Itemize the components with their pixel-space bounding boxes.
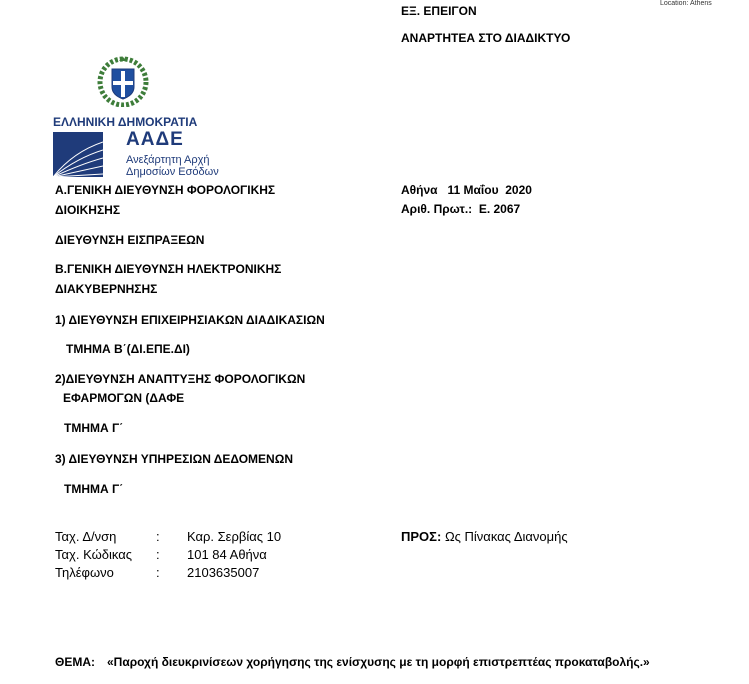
location-stamp: Location: Athens: [660, 0, 712, 7]
publish-online-label: ΑΝΑΡΤΗΤΕΑ ΣΤΟ ΔΙΑΔΙΚΤΥΟ: [401, 31, 571, 45]
aade-subtitle-1: Ανεξάρτητη Αρχή: [126, 154, 210, 166]
general-directorate-a-line2: ΔΙΟΙΚΗΣΗΣ: [55, 203, 121, 217]
recipient-line: [401, 529, 568, 544]
directorate-2-line1: 2)ΔΙΕΥΘΥΝΣΗ ΑΝΑΠΤΥΞΗΣ ΦΟΡΟΛΟΓΙΚΩΝ: [55, 372, 306, 386]
general-directorate-b-line2: ΔΙΑΚΥΒΕΡΝΗΣΗΣ: [55, 282, 158, 296]
directorate-1: 1) ΔΙΕΥΘΥΝΣΗ ΕΠΙΧΕΙΡΗΣΙΑΚΩΝ ΔΙΑΔΙΚΑΣΙΩΝ: [55, 313, 325, 327]
directorate-3: 3) ΔΙΕΥΘΥΝΣΗ ΥΠΗΡΕΣΙΩΝ ΔΕΔΟΜΕΝΩΝ: [55, 452, 293, 466]
phone-value: 2103635007: [187, 565, 260, 580]
address-label: Ταχ. Δ/νση: [55, 529, 117, 544]
subject-label: ΘΕΜΑ:: [55, 655, 95, 669]
aade-logo-icon: [53, 132, 103, 177]
postcode-label: Ταχ. Κώδικας: [55, 547, 132, 562]
directorate-2-line2: ΕΦΑΡΜΟΓΩΝ (ΔΑΦΕ: [63, 391, 185, 405]
address-colon: :: [156, 529, 160, 544]
postcode-colon: :: [156, 547, 160, 562]
directorate-1-department: ΤΜΗΜΑ Β΄(ΔΙ.ΕΠΕ.ΔΙ): [66, 342, 190, 356]
republic-label: ΕΛΛΗΝΙΚΗ ΔΗΜΟΚΡΑΤΙΑ: [53, 115, 198, 129]
protocol-number: Αριθ. Πρωτ.: Ε. 2067: [401, 202, 521, 216]
urgency-label: ΕΞ. ΕΠΕΙΓΟΝ: [401, 4, 477, 18]
recipient-label: ΠΡΟΣ:: [401, 529, 442, 544]
general-directorate-b-line1: Β.ΓΕΝΙΚΗ ΔΙΕΥΘΥΝΣΗ ΗΛΕΚΤΡΟΝΙΚΗΣ: [55, 262, 282, 276]
collections-directorate: ΔΙΕΥΘΥΝΣΗ ΕΙΣΠΡΑΞΕΩΝ: [55, 233, 205, 247]
directorate-2-department: ΤΜΗΜΑ Γ΄: [64, 421, 124, 435]
aade-subtitle-2: Δημοσίων Εσόδων: [126, 166, 219, 178]
document-date: Αθήνα 11 Μαΐου 2020: [401, 183, 532, 197]
phone-label: Τηλέφωνο: [55, 565, 114, 580]
aade-wordmark: ΑΑΔΕ: [126, 129, 184, 150]
subject-text: «Παροχή διευκρινίσεων χορήγησης της ενίσχυσης με τη μορφή επιστρεπτέας προκαταβολής.»: [107, 655, 650, 669]
recipient-value: Ως Πίνακας Διανομής: [444, 529, 568, 544]
postcode-value: 101 84 Αθήνα: [187, 547, 267, 562]
address-value: Καρ. Σερβίας 10: [187, 529, 282, 544]
general-directorate-a-line1: Α.ΓΕΝΙΚΗ ΔΙΕΥΘΥΝΣΗ ΦΟΡΟΛΟΓΙΚΗΣ: [55, 183, 276, 197]
greek-coat-of-arms-icon: [97, 55, 149, 107]
phone-colon: :: [156, 565, 160, 580]
directorate-3-department: ΤΜΗΜΑ Γ΄: [64, 482, 124, 496]
